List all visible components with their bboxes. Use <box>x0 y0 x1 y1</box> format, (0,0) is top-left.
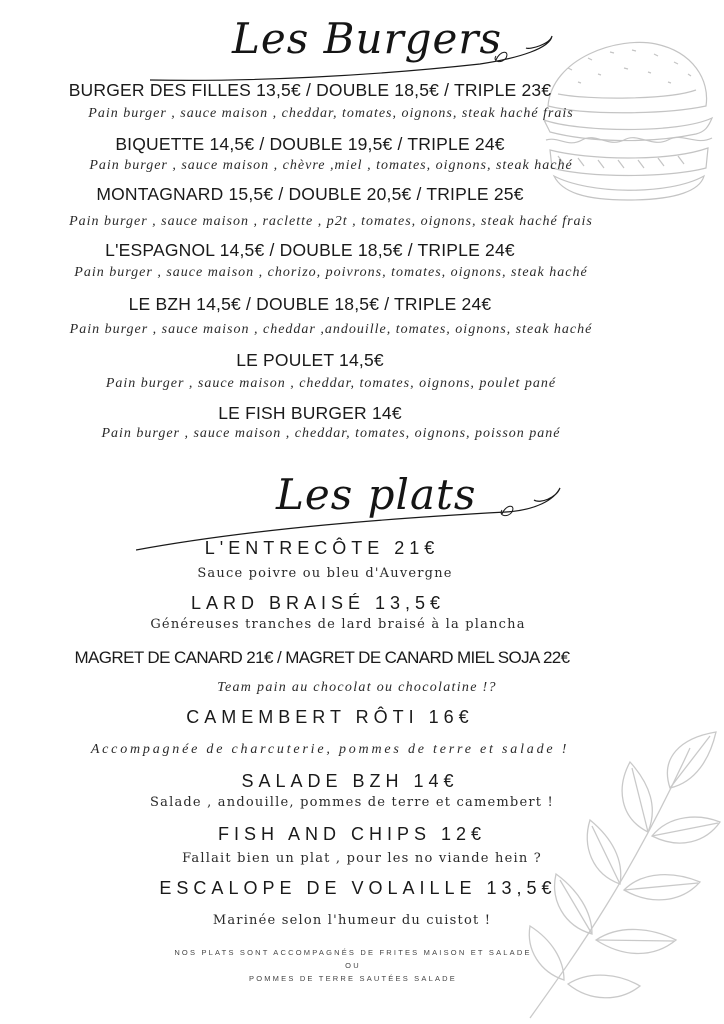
menu-item-name: LE FISH BURGER 14€ <box>218 403 402 423</box>
plats-section-title: Les plats <box>276 470 477 519</box>
sides-note-or: OU <box>345 961 361 970</box>
menu-item-description: Pain burger , sauce maison , chorizo, poivrons, tomates, oignons, steak haché <box>74 265 588 280</box>
menu-item-name: SALADE BZH 14€ <box>241 771 459 791</box>
menu-item-description: Pain burger , sauce maison , cheddar, tomates, oignons, poulet pané <box>105 376 557 391</box>
menu-item-description: Pain burger , sauce maison , cheddar, tomates, oignons, steak haché frais <box>88 106 574 121</box>
menu-item-description: Pain burger , sauce maison , chèvre ,miel , tomates, oignons, steak haché <box>89 158 573 173</box>
menu-item-description: Pain burger , sauce maison , cheddar ,andouille, tomates, oignons, steak haché <box>69 322 593 337</box>
menu-item-name: ESCALOPE DE VOLAILLE 13,5€ <box>159 878 557 898</box>
menu-item-description: Pain burger , sauce maison , raclette , p2t , tomates, oignons, steak haché frais <box>69 214 593 229</box>
menu-item-name: CAMEMBERT RÔTI 16€ <box>186 707 474 727</box>
menu-item-name: LARD BRAISÉ 13,5€ <box>190 593 446 613</box>
menu-item-description: Fallait bien un plat , pour les no viande hein ? <box>182 851 542 866</box>
menu-item-name: LE BZH 14,5€ / DOUBLE 18,5€ / TRIPLE 24€ <box>128 294 492 314</box>
sides-note: NOS PLATS SONT ACCOMPAGNÉS DE FRITES MAISON ET SALADE <box>174 948 532 957</box>
menu-item-description: Généreuses tranches de lard braisé à la plancha <box>150 617 526 632</box>
menu-item-name: BURGER DES FILLES 13,5€ / DOUBLE 18,5€ / TRIPLE 23€ <box>68 80 552 100</box>
menu-item-description: Marinée selon l'humeur du cuistot ! <box>212 913 492 928</box>
menu-item-description: Pain burger , sauce maison , cheddar, tomates, oignons, poisson pané <box>101 426 561 441</box>
sides-note-alt: POMMES DE TERRE SAUTÉES SALADE <box>249 974 457 983</box>
menu-item-name: L'ENTRECÔTE 21€ <box>204 538 440 558</box>
menu-item-name: MONTAGNARD 15,5€ / DOUBLE 20,5€ / TRIPLE 25€ <box>96 184 524 204</box>
menu-item-name: L'ESPAGNOL 14,5€ / DOUBLE 18,5€ / TRIPLE 24€ <box>105 240 515 260</box>
menu-item-name: LE POULET 14,5€ <box>236 350 384 370</box>
menu-item-name: FISH AND CHIPS 12€ <box>217 824 487 844</box>
menu-item-name: MAGRET DE CANARD 21€ / MAGRET DE CANARD MIEL SOJA 22€ <box>74 648 570 667</box>
menu-item-description: Sauce poivre ou bleu d'Auvergne <box>197 566 453 581</box>
menu-item-description: Team pain au chocolat ou chocolatine !? <box>217 680 497 695</box>
menu-item-description: Accompagnée de charcuterie, pommes de terre et salade ! <box>90 742 570 757</box>
burgers-section-title: Les Burgers <box>232 14 503 63</box>
menu-item-name: BIQUETTE 14,5€ / DOUBLE 19,5€ / TRIPLE 24€ <box>115 134 505 154</box>
menu-item-description: Salade , andouille, pommes de terre et camembert ! <box>150 795 554 810</box>
